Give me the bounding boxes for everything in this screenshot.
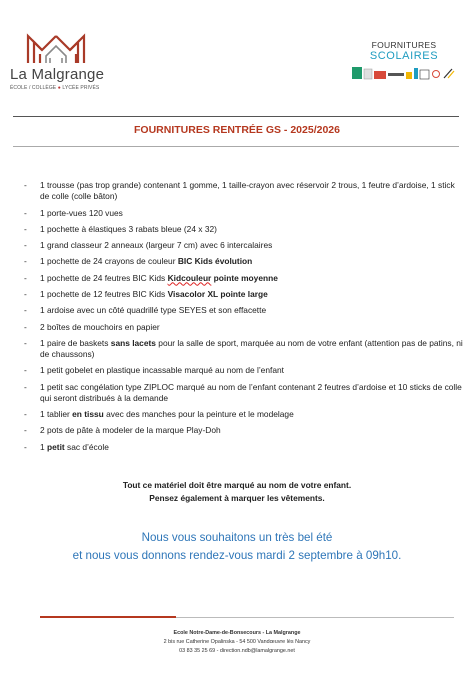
supply-item xyxy=(24,425,464,436)
supply-item-text: 2 boîtes de mouchoirs en papier xyxy=(40,321,160,332)
list-bullet: - xyxy=(24,441,27,452)
school-logo xyxy=(10,30,105,90)
list-bullet: - xyxy=(24,223,27,234)
list-bullet: - xyxy=(24,381,27,392)
list-bullet: - xyxy=(24,256,27,267)
supply-item-text: pour la salle de sport, marquée au nom de votre enfant (attention pas de patins, ni de chaussons) xyxy=(40,337,463,360)
supply-item xyxy=(24,240,464,251)
supply-item xyxy=(24,256,464,267)
supply-item-emphasis: petit xyxy=(47,441,65,452)
list-bullet: - xyxy=(24,288,27,299)
supply-item xyxy=(24,322,464,333)
supply-item xyxy=(24,338,464,360)
supply-item-text: 1 tablier xyxy=(40,409,73,420)
supplies-badge xyxy=(348,40,460,88)
supply-item xyxy=(24,305,464,316)
closing-line2: et nous vous donnons rendez-vous mardi 2 septembre à 09h10. xyxy=(72,549,402,562)
supply-item-text: 1 ardoise avec un côté quadrillé type SEYES et son effacette xyxy=(40,305,267,316)
malgrange-m-icon xyxy=(20,30,98,64)
footer-accent-bar xyxy=(40,616,176,618)
notice xyxy=(0,479,474,504)
badge-line2: SCOLAIRES xyxy=(369,50,439,62)
brand-separator-icon: ● xyxy=(57,85,61,91)
supply-item-emphasis: Kidcouleur xyxy=(167,272,212,283)
supply-item-emphasis: sans lacets xyxy=(110,337,156,348)
badge-line1: FOURNITURES xyxy=(371,40,437,50)
brand-subtitle xyxy=(10,85,99,91)
supply-item-text: 1 pochette à élastiques 3 rabats bleue (24 x 32) xyxy=(40,223,217,234)
stationery-illustration-icon xyxy=(348,66,460,80)
footer-school: Ecole Notre-Dame-de-Bonsecours - La Malgrange xyxy=(173,630,301,636)
brand-name: La Malgrange xyxy=(10,66,105,83)
list-bullet: - xyxy=(24,365,27,376)
supply-item-text: sac d’école xyxy=(64,441,109,452)
brand-sub-right: LYCÉE PRIVÉS xyxy=(62,85,100,91)
list-bullet: - xyxy=(24,207,27,218)
supplies-list xyxy=(24,180,464,458)
list-bullet: - xyxy=(24,409,27,420)
supply-item-text: 1 xyxy=(40,441,47,452)
supply-item-text: 1 pochette de 12 feutres BIC Kids xyxy=(40,288,168,299)
supply-item xyxy=(24,365,464,376)
stationery-icons xyxy=(348,66,460,80)
supply-item xyxy=(24,442,464,453)
supply-item xyxy=(24,409,464,420)
supply-item-text: 1 pochette de 24 crayons de couleur xyxy=(40,256,178,267)
list-bullet: - xyxy=(24,321,27,332)
list-bullet: - xyxy=(24,337,27,348)
header-rule xyxy=(13,116,459,117)
brand-sub-left: ÉCOLE / COLLÈGE xyxy=(10,85,57,91)
supply-item-text: 1 trousse (pas trop grande) contenant 1 gomme, 1 taille-crayon avec réservoir 2 trous, 1 feutre d’ardoise, 1 stick de colle (colle bâton) xyxy=(40,180,455,202)
list-bullet: - xyxy=(24,180,27,190)
supply-item xyxy=(24,273,464,284)
supply-item-text: 1 petit sac congélation type ZIPLOC marqué au nom de l’enfant contenant 2 feutres d’ardoise et 10 sticks de colle qui seront distribués à la demande xyxy=(40,381,462,403)
notice-line1: Tout ce matériel doit être marqué au nom de votre enfant. xyxy=(122,480,352,490)
supply-item-text: 1 petit gobelet en plastique incassable marqué au nom de l’enfant xyxy=(40,365,284,376)
closing-message xyxy=(0,529,474,565)
supply-item xyxy=(24,180,464,202)
document-title: FOURNITURES RENTRÉE GS - 2025/2026 xyxy=(134,124,340,136)
supply-item-text: 2 pots de pâte à modeler de la marque Play-Doh xyxy=(40,425,221,436)
supply-item-text: 1 grand classeur 2 anneaux (largeur 7 cm) avec 6 intercalaires xyxy=(40,240,273,251)
supply-item xyxy=(24,289,464,300)
footer xyxy=(0,629,474,655)
supply-item xyxy=(24,224,464,235)
supply-item xyxy=(24,382,464,404)
supply-item-emphasis: Visacolor XL pointe large xyxy=(167,288,268,299)
closing-line1: Nous vous souhaitons un très bel été xyxy=(141,531,333,544)
supply-item-text: 1 porte-vues 120 vues xyxy=(40,207,123,218)
list-bullet: - xyxy=(24,272,27,283)
list-bullet: - xyxy=(24,240,27,251)
supply-item xyxy=(24,208,464,219)
footer-address: 2 bis rue Catherine Opalinska - 54 500 Vandœuvre lès Nancy xyxy=(163,638,311,645)
footer-contact: 03 83 35 25 69 - direction.ndb@lamalgrange.net xyxy=(179,647,295,654)
supply-item-text: 1 pochette de 24 feutres BIC Kids xyxy=(40,272,168,283)
list-bullet: - xyxy=(24,305,27,316)
supply-item-text: 1 paire de baskets xyxy=(40,337,111,348)
supply-item-text: avec des manches pour la peinture et le modelage xyxy=(103,409,294,420)
supply-item-emphasis: pointe moyenne xyxy=(211,272,278,283)
supply-item-emphasis: BIC Kids évolution xyxy=(177,256,253,267)
list-bullet: - xyxy=(24,425,27,436)
notice-line2: Pensez également à marquer les vêtements. xyxy=(149,492,325,503)
title-rule xyxy=(13,146,459,147)
supply-item-emphasis: en tissu xyxy=(72,409,104,420)
